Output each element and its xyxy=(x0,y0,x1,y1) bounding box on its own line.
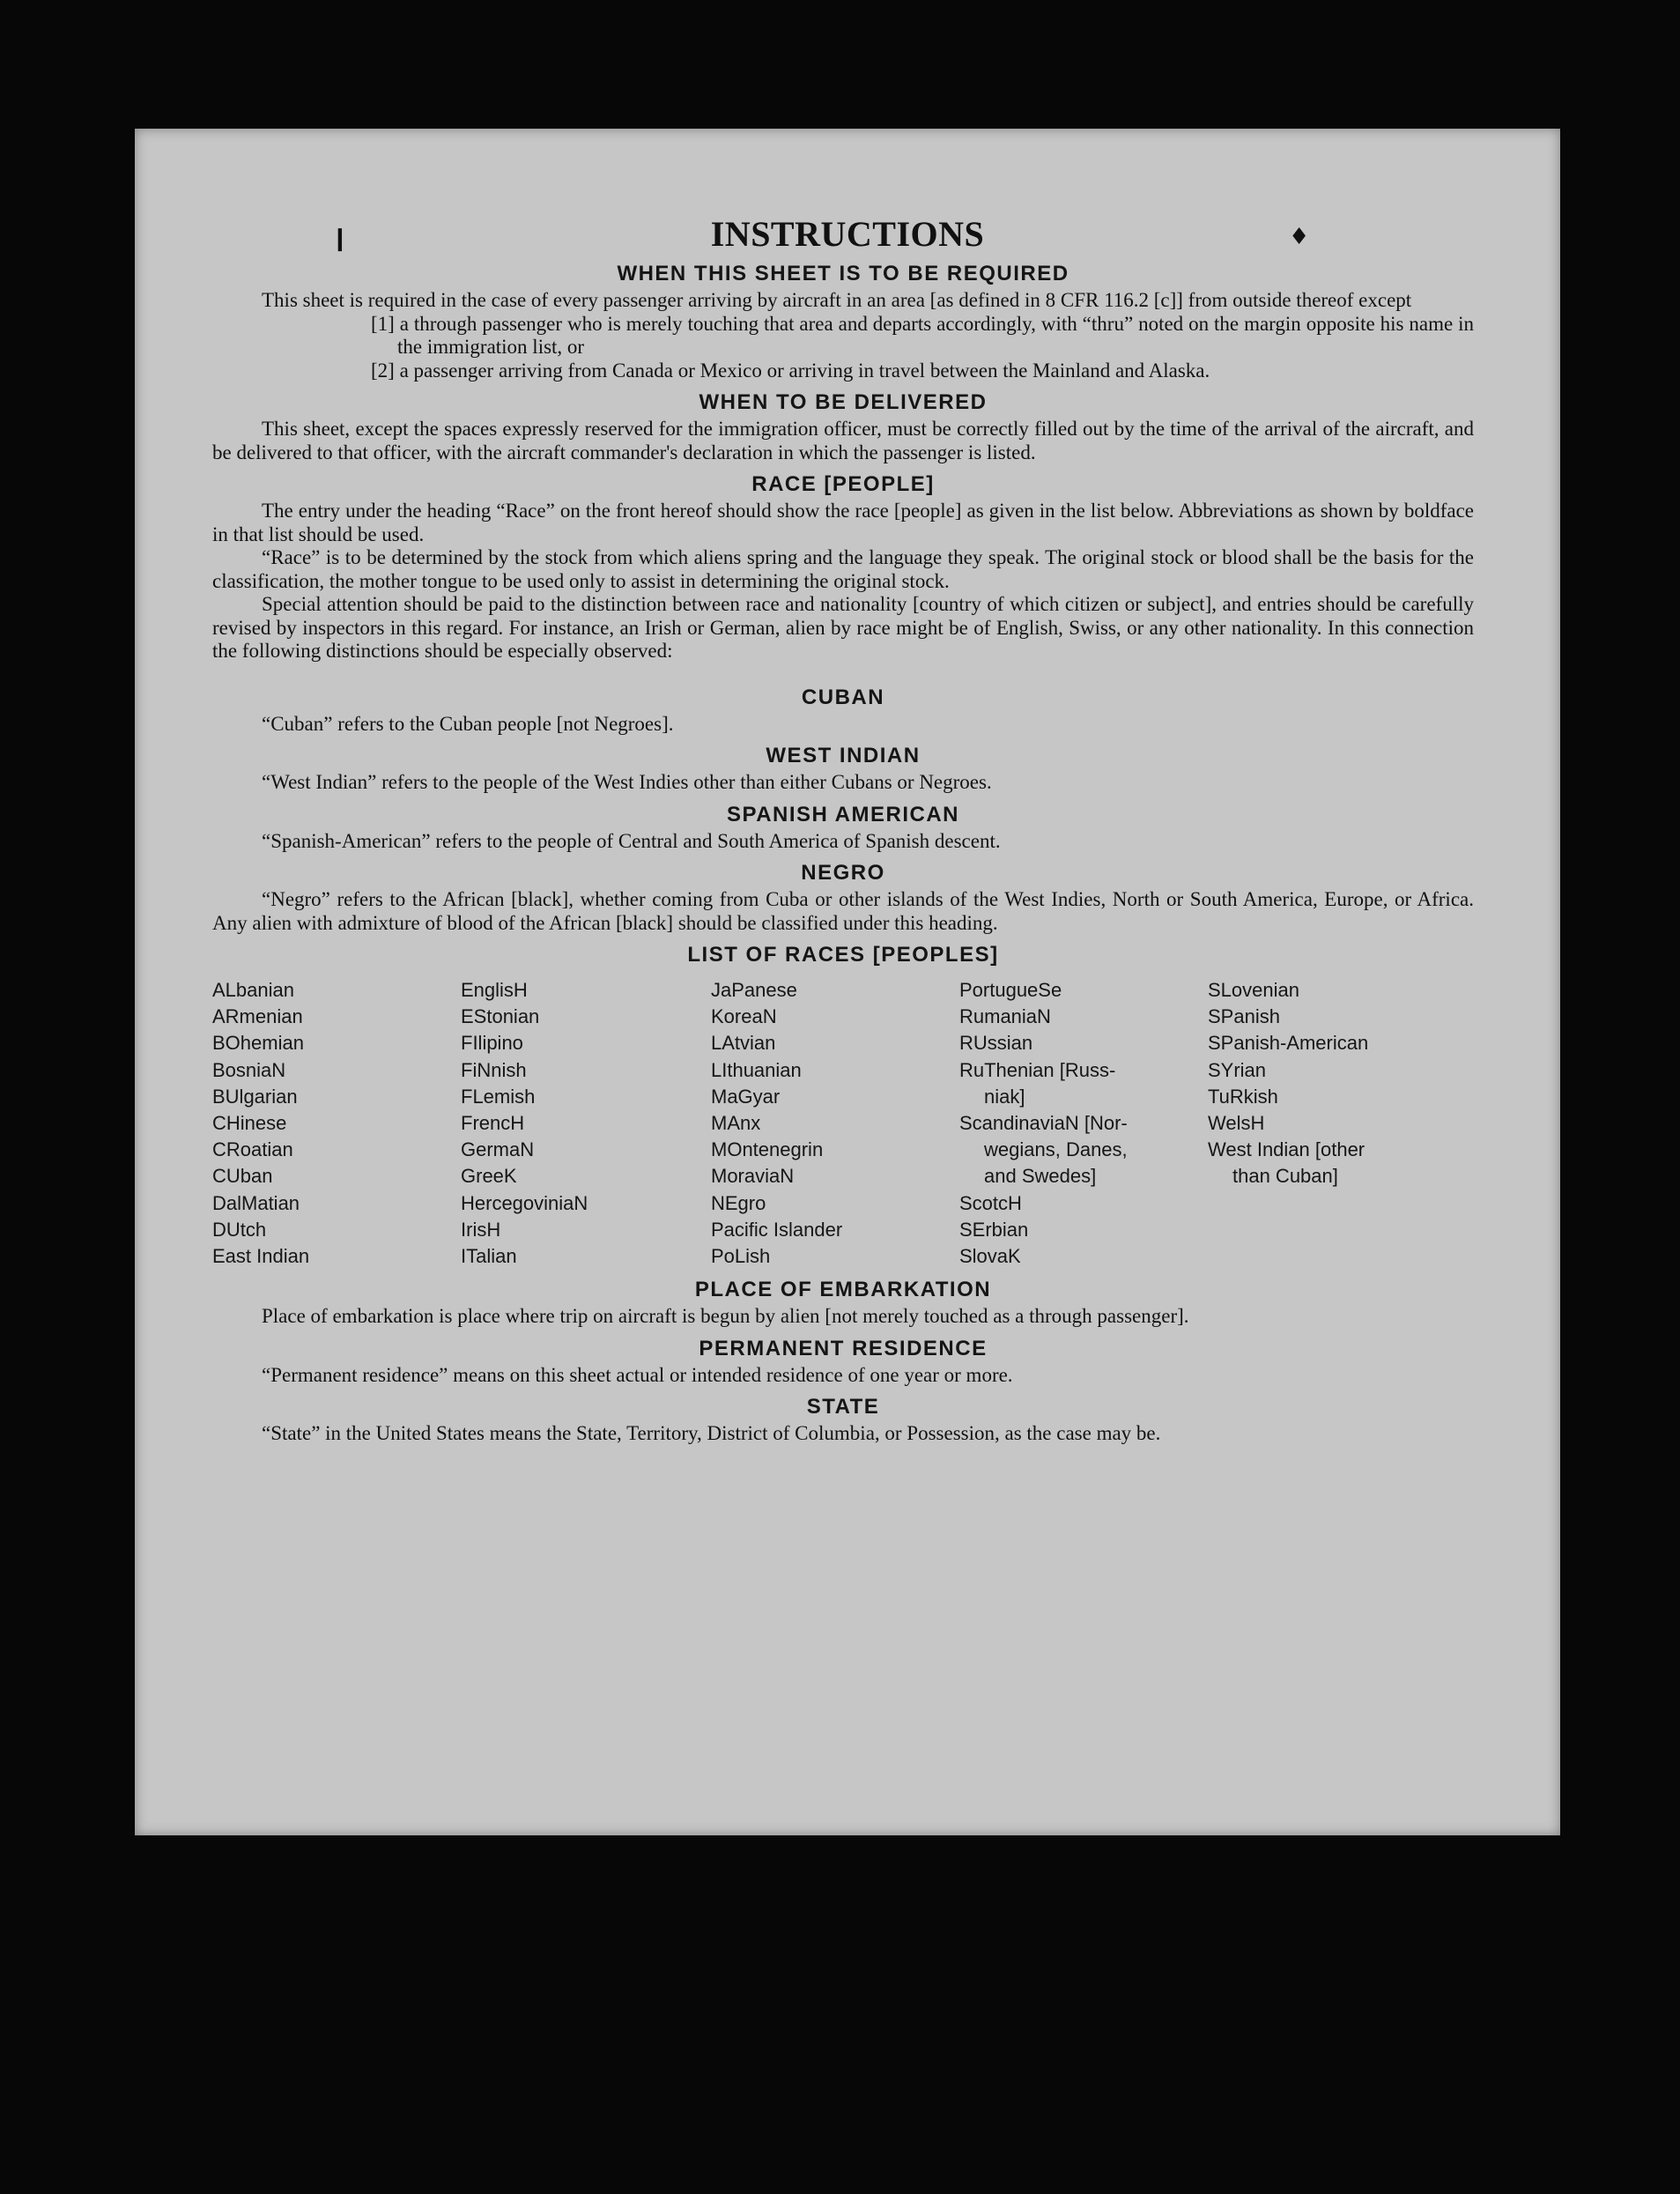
race-entry-continuation: and Swedes] xyxy=(984,1165,1097,1188)
para-delivered: This sheet, except the spaces expressly reserved for the immigration officer, must be correctly filled out by the time of the arrival of the aircraft, and be delivered to that officer, with the aircraft commander's declaration in which the passenger is listed. xyxy=(212,418,1474,463)
race-entry: KoreaN xyxy=(711,1005,777,1028)
race-entry: ScotcH xyxy=(959,1191,1022,1214)
race-entry: EStonian xyxy=(461,1005,540,1028)
races-column-4 xyxy=(959,977,1208,1270)
document-page xyxy=(135,129,1560,1835)
heading-list-of-races: LIST OF RACES [PEOPLES] xyxy=(687,943,999,967)
heading-state: STATE xyxy=(806,1395,880,1419)
race-entry: EnglisH xyxy=(461,979,528,1001)
para-required: This sheet is required in the case of every passenger arriving by aircraft in an area [as defined in 8 CFR 116.2 [c]] from outside thereof except xyxy=(262,289,1412,311)
para-state: “State” in the United States means the State, Territory, District of Columbia, or Possession, as the case may be. xyxy=(262,1422,1161,1445)
race-entry: SPanish xyxy=(1208,1005,1280,1028)
races-column-5 xyxy=(1208,977,1437,1270)
races-column-2 xyxy=(461,977,711,1270)
para-residence: “Permanent residence” means on this sheet actual or intended residence of one year or more. xyxy=(262,1363,1013,1386)
race-entry: Pacific Islander xyxy=(711,1218,843,1241)
race-entry: CHinese xyxy=(212,1112,287,1135)
race-entry: SLovenian xyxy=(1208,979,1299,1001)
para-race-3: Special attention should be paid to the distinction between race and nationality [country of which citizen or subject], and entries should be carefully revised by inspectors in this regard. For instance, an Irish or German, alien by race might be of English, Swiss, or any other nationality. In this connection the following distinctions should be especially observed: xyxy=(212,593,1474,662)
para-race-1: The entry under the heading “Race” on the front hereof should show the race [people] as given in the list below. Abbreviations as shown by boldface in that list should be used. xyxy=(212,500,1474,545)
race-entry: MAnx xyxy=(711,1112,761,1135)
race-entry: IrisH xyxy=(461,1218,501,1241)
race-entry: CUban xyxy=(212,1165,273,1188)
race-entry: WelsH xyxy=(1208,1112,1265,1135)
instructions-body xyxy=(212,259,1474,1446)
races-list xyxy=(212,977,1474,1270)
heading-residence: PERMANENT RESIDENCE xyxy=(699,1336,988,1360)
heading-spanish-american: SPANISH AMERICAN xyxy=(726,802,959,826)
race-entry: MoraviaN xyxy=(711,1165,795,1188)
heading-race: RACE [PEOPLE] xyxy=(751,472,935,496)
race-entry: FLemish xyxy=(461,1085,536,1108)
para-negro: “Negro” refers to the African [black], whether coming from Cuba or other islands of the West Indies, North or South America, Europe, or Africa. Any alien with admixture of blood of the African [black] should be classified under this heading. xyxy=(212,888,1474,934)
race-entry: ITalian xyxy=(461,1245,517,1268)
heading-embarkation: PLACE OF EMBARKATION xyxy=(694,1278,992,1302)
race-entry: FiNnish xyxy=(461,1058,527,1081)
race-entry: ARmenian xyxy=(212,1005,303,1028)
heading-west-indian: WEST INDIAN xyxy=(766,744,921,767)
race-entry: FIlipino xyxy=(461,1032,523,1055)
para-cuban: “Cuban” refers to the Cuban people [not Negroes]. xyxy=(262,712,674,735)
exception-item-2: [2] a passenger arriving from Canada or Mexico or arriving in travel between the Mainland and Alaska. xyxy=(371,359,1210,382)
race-entry: SlovaK xyxy=(959,1245,1021,1268)
race-entry-continuation: than Cuban] xyxy=(1232,1165,1338,1188)
race-entry: West Indian [other xyxy=(1208,1138,1365,1161)
race-entry: LIthuanian xyxy=(711,1058,802,1081)
race-entry: NEgro xyxy=(711,1191,766,1214)
race-entry: ALbanian xyxy=(212,979,294,1001)
race-entry: East Indian xyxy=(212,1245,310,1268)
para-embarkation: Place of embarkation is place where trip on aircraft is begun by alien [not merely touched as a through passenger]. xyxy=(262,1305,1189,1328)
race-entry: PoLish xyxy=(711,1245,771,1268)
race-entry: RumaniaN xyxy=(959,1005,1051,1028)
race-entry: GermaN xyxy=(461,1138,535,1161)
race-entry: LAtvian xyxy=(711,1032,776,1055)
heading-delivered: WHEN TO BE DELIVERED xyxy=(699,390,988,414)
race-entry: BOhemian xyxy=(212,1032,304,1055)
race-entry: CRoatian xyxy=(212,1138,293,1161)
race-entry: DUtch xyxy=(212,1218,267,1241)
race-entry-continuation: wegians, Danes, xyxy=(984,1138,1128,1161)
race-entry: DalMatian xyxy=(212,1191,300,1214)
race-entry: FrencH xyxy=(461,1112,525,1135)
races-column-1 xyxy=(212,977,461,1270)
para-race-2: “Race” is to be determined by the stock from which aliens spring and the language they speak. The original stock or blood shall be the basis for the classification, the mother tongue to be used only to assist in determining the original stock. xyxy=(212,546,1474,592)
race-entry: SErbian xyxy=(959,1218,1029,1241)
punch-mark-left: ❙ xyxy=(330,226,350,252)
race-entry: ScandinaviaN [Nor- xyxy=(959,1112,1128,1135)
race-entry: RuThenian [Russ- xyxy=(959,1058,1116,1081)
race-entry: MaGyar xyxy=(711,1085,781,1108)
exception-item-1: [1] a through passenger who is merely touching that area and departs accordingly, with “thru” noted on the margin opposite his name in the immigration list, or xyxy=(371,312,1474,358)
race-entry: HercegoviniaN xyxy=(461,1191,588,1214)
heading-cuban: CUBAN xyxy=(801,685,885,709)
heading-required: WHEN THIS SHEET IS TO BE REQUIRED xyxy=(617,262,1069,285)
race-entry: BosniaN xyxy=(212,1058,286,1081)
page-title: INSTRUCTIONS xyxy=(710,214,985,254)
race-entry: PortugueSe xyxy=(959,979,1062,1001)
race-entry: BUlgarian xyxy=(212,1085,298,1108)
race-entry: TuRkish xyxy=(1208,1085,1278,1108)
race-entry: MOntenegrin xyxy=(711,1138,824,1161)
punch-mark-right: ♦ xyxy=(1289,224,1310,250)
race-entry: JaPanese xyxy=(711,979,797,1001)
heading-negro: NEGRO xyxy=(801,861,885,885)
race-entry: GreeK xyxy=(461,1165,517,1188)
races-column-3 xyxy=(711,977,959,1270)
race-entry: RUssian xyxy=(959,1032,1033,1055)
para-west-indian: “West Indian” refers to the people of the West Indies other than either Cubans or Negroes. xyxy=(262,771,992,793)
race-entry-continuation: niak] xyxy=(984,1085,1025,1108)
race-entry: SPanish-American xyxy=(1208,1032,1369,1055)
race-entry: SYrian xyxy=(1208,1058,1267,1081)
para-spanish-american: “Spanish-American” refers to the people of Central and South America of Spanish descent. xyxy=(262,829,1001,852)
